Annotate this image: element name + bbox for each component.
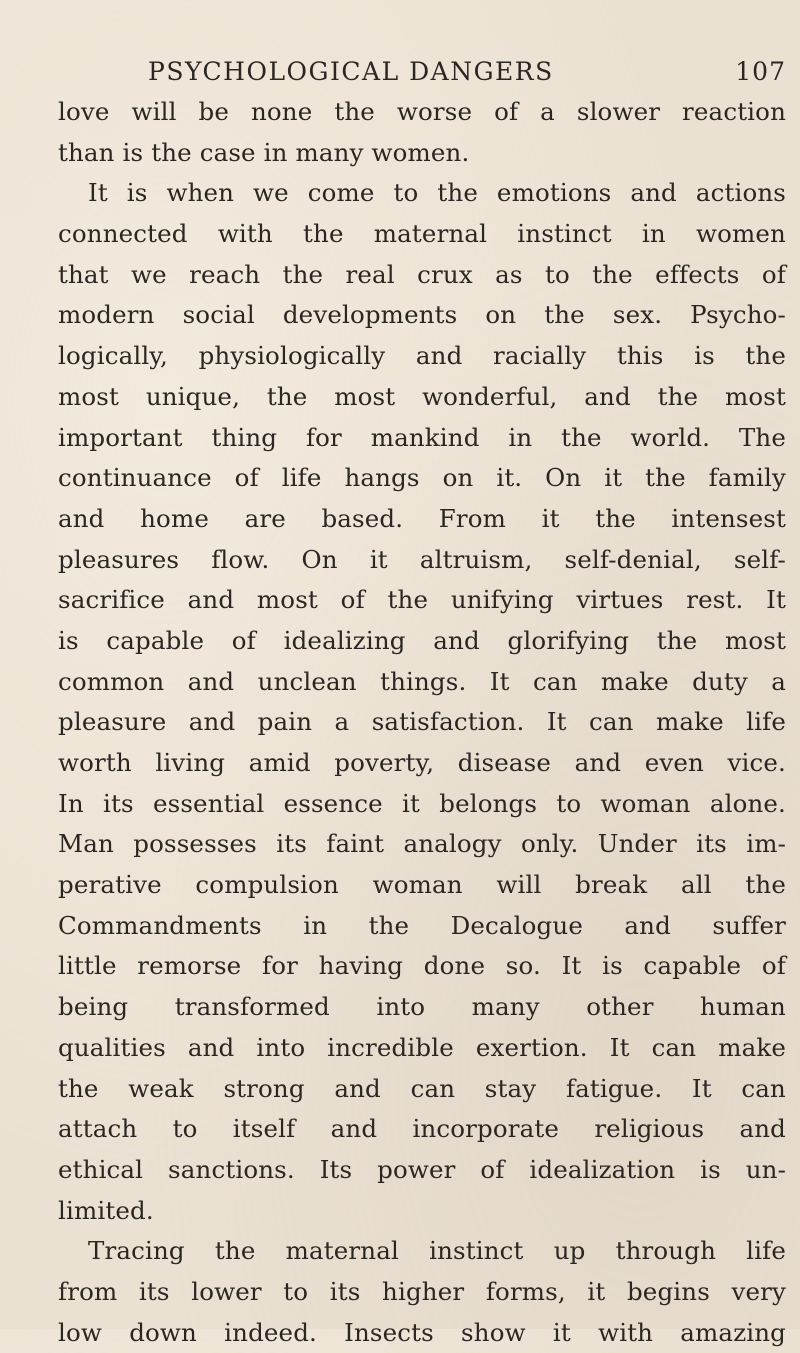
text-line: little remorse for having done so. It is capable of [58, 951, 786, 981]
text-line: Tracing the maternal instinct up through life [88, 1236, 786, 1266]
text-line: worth living amid poverty, disease and even vice. [58, 748, 786, 777]
text-line: and home are based. From it the intensest [58, 503, 786, 533]
text-line: pleasure and pain a satisfaction. It can make life [58, 707, 786, 737]
text-line: qualities and into incredible exertion. It can make [58, 1032, 786, 1062]
text-line: the weak strong and can stay fatigue. It can [58, 1073, 786, 1103]
page-number: 107 [735, 57, 786, 86]
text-line: important thing for mankind in the world. The [58, 422, 786, 452]
book-page [58, 52, 786, 1353]
text-line: low down indeed. Insects show it with amazing [58, 1317, 786, 1347]
text-line: connected with the maternal instinct in women [58, 219, 786, 249]
text-line: perative compulsion woman will break all the [58, 870, 786, 900]
text-line: love will be none the worse of a slower reaction [58, 97, 786, 126]
body-text [58, 92, 786, 1353]
text-line: than is the case in many women. [58, 137, 470, 167]
text-line: It is when we come to the emotions and actions [88, 178, 786, 208]
text-line: continuance of life hangs on it. On it the family [58, 463, 786, 493]
text-line: limited. [58, 1195, 154, 1225]
chapter-title: PSYCHOLOGICAL DANGERS [148, 57, 554, 86]
text-line: being transformed into many other human [58, 992, 786, 1022]
text-line: Commandments in the Decalogue and suffer [58, 910, 786, 940]
text-line: In its essential essence it belongs to woman alone. [58, 788, 786, 818]
text-line: common and unclean things. It can make duty a [58, 666, 786, 696]
text-line: sacrifice and most of the unifying virtues rest. It [58, 585, 786, 615]
text-line: most unique, the most wonderful, and the most [58, 381, 786, 411]
running-head [58, 52, 786, 92]
text-line: Man possesses its faint analogy only. Under its im- [58, 829, 786, 859]
text-line: attach to itself and incorporate religious and [58, 1114, 786, 1144]
text-line: modern social developments on the sex. Psycho- [58, 300, 786, 330]
text-line: is capable of idealizing and glorifying the most [58, 625, 786, 655]
text-line: that we reach the real crux as to the effects of [58, 259, 786, 289]
text-line: pleasures flow. On it altruism, self-denial, self- [58, 544, 786, 574]
text-line: from its lower to its higher forms, it begins very [58, 1276, 786, 1306]
text-line: ethical sanctions. Its power of idealization is un- [58, 1154, 786, 1184]
text-line: logically, physiologically and racially this is the [58, 341, 786, 371]
